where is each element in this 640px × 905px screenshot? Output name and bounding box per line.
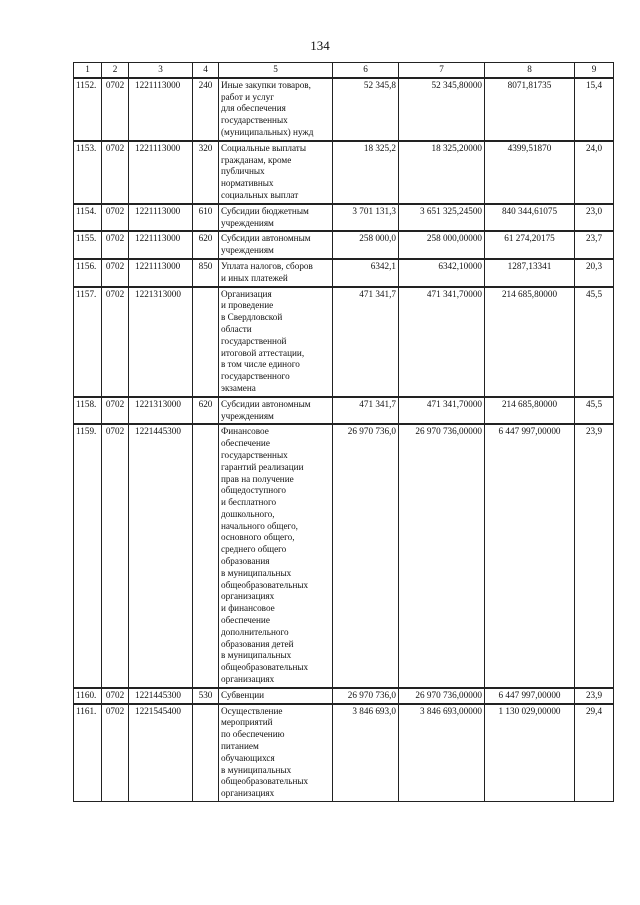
execution-percent: 23,7 xyxy=(575,231,614,259)
refined-amount: 3 846 693,00000 xyxy=(399,704,485,802)
section-code: 0702 xyxy=(102,78,129,141)
item-name: Социальные выплаты гражданам, кроме публичных нормативных социальных выплат xyxy=(219,141,333,204)
expense-type-code: 620 xyxy=(193,231,219,259)
section-code: 0702 xyxy=(102,704,129,802)
execution-percent: 45,5 xyxy=(575,397,614,425)
expense-type-code xyxy=(193,287,219,397)
refined-amount: 52 345,80000 xyxy=(399,78,485,141)
table-row xyxy=(74,424,614,688)
approved-amount: 471 341,7 xyxy=(333,287,399,397)
target-article-code: 1221545400 xyxy=(129,704,193,802)
target-article-code: 1221445300 xyxy=(129,424,193,688)
executed-amount: 214 685,80000 xyxy=(485,397,575,425)
item-name: Уплата налогов, сборов и иных платежей xyxy=(219,259,333,287)
refined-amount: 26 970 736,00000 xyxy=(399,424,485,688)
approved-amount: 3 846 693,0 xyxy=(333,704,399,802)
item-name: Субсидии автономным учреждениям xyxy=(219,397,333,425)
column-header: 1 xyxy=(74,63,102,78)
approved-amount: 258 000,0 xyxy=(333,231,399,259)
execution-percent: 23,0 xyxy=(575,204,614,232)
expense-type-code: 530 xyxy=(193,688,219,704)
item-name: Субсидии бюджетным учреждениям xyxy=(219,204,333,232)
budget-table xyxy=(73,62,614,802)
column-header: 4 xyxy=(193,63,219,78)
row-number: 1158. xyxy=(74,397,102,425)
table-row xyxy=(74,704,614,802)
execution-percent: 29,4 xyxy=(575,704,614,802)
column-header: 7 xyxy=(399,63,485,78)
section-code: 0702 xyxy=(102,688,129,704)
expense-type-code xyxy=(193,424,219,688)
row-number: 1157. xyxy=(74,287,102,397)
table-row xyxy=(74,287,614,397)
expense-type-code: 320 xyxy=(193,141,219,204)
refined-amount: 26 970 736,00000 xyxy=(399,688,485,704)
target-article-code: 1221313000 xyxy=(129,397,193,425)
execution-percent: 45,5 xyxy=(575,287,614,397)
target-article-code: 1221113000 xyxy=(129,204,193,232)
executed-amount: 214 685,80000 xyxy=(485,287,575,397)
item-name: Организация и проведение в Свердловской области государственной итоговой аттестации, в том числе единого государственного экзамена xyxy=(219,287,333,397)
section-code: 0702 xyxy=(102,231,129,259)
approved-amount: 471 341,7 xyxy=(333,397,399,425)
table-row xyxy=(74,231,614,259)
row-number: 1156. xyxy=(74,259,102,287)
expense-type-code xyxy=(193,704,219,802)
refined-amount: 258 000,00000 xyxy=(399,231,485,259)
refined-amount: 471 341,70000 xyxy=(399,397,485,425)
table-row xyxy=(74,141,614,204)
executed-amount: 8071,81735 xyxy=(485,78,575,141)
refined-amount: 471 341,70000 xyxy=(399,287,485,397)
column-header: 2 xyxy=(102,63,129,78)
expense-type-code: 850 xyxy=(193,259,219,287)
table-row xyxy=(74,204,614,232)
section-code: 0702 xyxy=(102,141,129,204)
executed-amount: 6 447 997,00000 xyxy=(485,688,575,704)
executed-amount: 840 344,61075 xyxy=(485,204,575,232)
item-name: Финансовое обеспечение государственных гарантий реализации прав на получение общедоступного и бесплатного дошкольного, начального общего, основного общего, среднего общего образования в муниципальных общеобразовательных организациях и финансовое обеспечение дополнительного образования детей в муниципальных общеобразовательных организациях xyxy=(219,424,333,688)
item-name: Субвенции xyxy=(219,688,333,704)
execution-percent: 23,9 xyxy=(575,688,614,704)
column-header: 8 xyxy=(485,63,575,78)
expense-type-code: 620 xyxy=(193,397,219,425)
approved-amount: 52 345,8 xyxy=(333,78,399,141)
page-number: 134 xyxy=(310,38,330,53)
section-code: 0702 xyxy=(102,287,129,397)
approved-amount: 3 701 131,3 xyxy=(333,204,399,232)
execution-percent: 15,4 xyxy=(575,78,614,141)
row-number: 1153. xyxy=(74,141,102,204)
target-article-code: 1221113000 xyxy=(129,231,193,259)
row-number: 1161. xyxy=(74,704,102,802)
target-article-code: 1221313000 xyxy=(129,287,193,397)
executed-amount: 1 130 029,00000 xyxy=(485,704,575,802)
column-header: 9 xyxy=(575,63,614,78)
column-header: 3 xyxy=(129,63,193,78)
refined-amount: 18 325,20000 xyxy=(399,141,485,204)
target-article-code: 1221113000 xyxy=(129,141,193,204)
section-code: 0702 xyxy=(102,424,129,688)
expense-type-code: 610 xyxy=(193,204,219,232)
table-header-row xyxy=(74,63,614,78)
table-row xyxy=(74,78,614,141)
row-number: 1159. xyxy=(74,424,102,688)
execution-percent: 23,9 xyxy=(575,424,614,688)
table-row xyxy=(74,397,614,425)
execution-percent: 24,0 xyxy=(575,141,614,204)
section-code: 0702 xyxy=(102,204,129,232)
section-code: 0702 xyxy=(102,259,129,287)
column-header: 5 xyxy=(219,63,333,78)
section-code: 0702 xyxy=(102,397,129,425)
executed-amount: 4399,51870 xyxy=(485,141,575,204)
target-article-code: 1221113000 xyxy=(129,259,193,287)
target-article-code: 1221113000 xyxy=(129,78,193,141)
expense-type-code: 240 xyxy=(193,78,219,141)
target-article-code: 1221445300 xyxy=(129,688,193,704)
item-name: Осуществление мероприятий по обеспечению питанием обучающихся в муниципальных общеобразовательных организациях xyxy=(219,704,333,802)
approved-amount: 26 970 736,0 xyxy=(333,424,399,688)
item-name: Субсидии автономным учреждениям xyxy=(219,231,333,259)
table-row xyxy=(74,688,614,704)
approved-amount: 6342,1 xyxy=(333,259,399,287)
refined-amount: 6342,10000 xyxy=(399,259,485,287)
executed-amount: 1287,13341 xyxy=(485,259,575,287)
row-number: 1152. xyxy=(74,78,102,141)
execution-percent: 20,3 xyxy=(575,259,614,287)
row-number: 1154. xyxy=(74,204,102,232)
executed-amount: 6 447 997,00000 xyxy=(485,424,575,688)
approved-amount: 18 325,2 xyxy=(333,141,399,204)
row-number: 1155. xyxy=(74,231,102,259)
table-row xyxy=(74,259,614,287)
row-number: 1160. xyxy=(74,688,102,704)
item-name: Иные закупки товаров, работ и услуг для обеспечения государственных (муниципальных) нужд xyxy=(219,78,333,141)
refined-amount: 3 651 325,24500 xyxy=(399,204,485,232)
column-header: 6 xyxy=(333,63,399,78)
approved-amount: 26 970 736,0 xyxy=(333,688,399,704)
executed-amount: 61 274,20175 xyxy=(485,231,575,259)
